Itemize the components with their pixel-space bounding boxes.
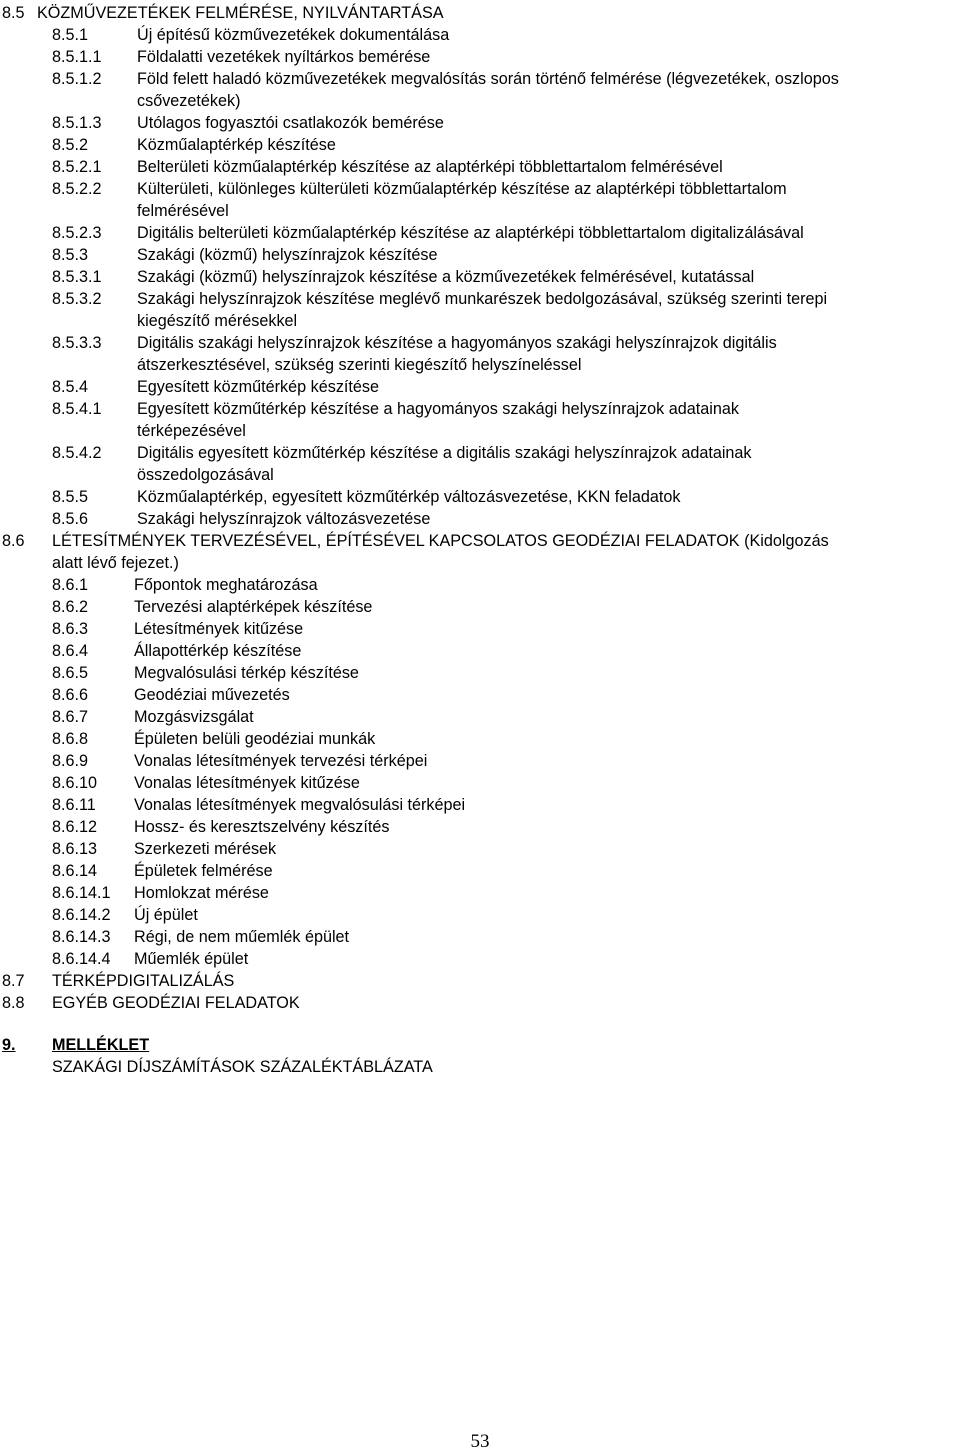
toc-entry-text: Tervezési alaptérképek készítése [134, 598, 373, 616]
toc-entry-text: átszerkesztésével, szükség szerinti kiegészítő helyszíneléssel [137, 356, 582, 374]
toc-entry-text: KÖZMŰVEZETÉKEK FELMÉRÉSE, NYILVÁNTARTÁSA [37, 4, 444, 22]
toc-entry-text: Közműalaptérkép, egyesített közműtérkép változásvezetése, KKN feladatok [137, 488, 681, 506]
toc-entry-text: Épületek felmérése [134, 862, 273, 880]
toc-entry-number: 8.6.7 [52, 708, 89, 726]
toc-entry-text: Mozgásvizsgálat [134, 708, 254, 726]
toc-entry-text: Egyesített közműtérkép készítése a hagyományos szakági helyszínrajzok adatainak [137, 400, 739, 418]
toc-entry-number: 8.6.9 [52, 752, 89, 770]
toc-entry-number: 8.5.3.1 [52, 268, 102, 286]
toc-entry-number: 8.5.2.1 [52, 158, 102, 176]
toc-entry-number: 8.5.2 [52, 136, 89, 154]
toc-entry-text: Főpontok meghatározása [134, 576, 318, 594]
toc-entry-number: 8.5.1.2 [52, 70, 102, 88]
toc-entry-number: 8.6.2 [52, 598, 89, 616]
toc-entry-text: Belterületi közműalaptérkép készítése az alaptérképi többlettartalom felmérésével [137, 158, 723, 176]
toc-entry-text: Új építésű közművezetékek dokumentálása [137, 26, 450, 44]
toc-entry-text: Homlokzat mérése [134, 884, 269, 902]
toc-entry-number: 8.6.1 [52, 576, 89, 594]
appendix-subtitle: SZAKÁGI DÍJSZÁMÍTÁSOK SZÁZALÉKTÁBLÁZATA [52, 1058, 433, 1076]
toc-entry-number: 8.5.4.1 [52, 400, 102, 418]
toc-entry-number: 8.6.14.4 [52, 950, 111, 968]
toc-entry-text: Műemlék épület [134, 950, 249, 968]
toc-entry-number: 8.6.5 [52, 664, 89, 682]
toc-entry-text: alatt lévő fejezet.) [52, 554, 179, 572]
toc-entry-number: 8.6.14.2 [52, 906, 111, 924]
toc-entry-text: Föld felett haladó közművezetékek megvalósítás során történő felmérése (légvezetékek, oszlopos [137, 70, 839, 88]
toc-entry-text: kiegészítő mérésekkel [137, 312, 298, 330]
toc-entry-text: Régi, de nem műemlék épület [134, 928, 350, 946]
toc-entry-number: 8.5.1.3 [52, 114, 102, 132]
toc-entry-number: 8.6.4 [52, 642, 89, 660]
toc-entry-text: Megvalósulási térkép készítése [134, 664, 359, 682]
toc-entry-text: csővezetékek) [137, 92, 241, 110]
toc-entry-number: 8.6.14.3 [52, 928, 111, 946]
toc-entry-text: felmérésével [137, 202, 229, 220]
toc-entry-number: 8.6.12 [52, 818, 98, 836]
toc-entry-text: Külterületi, különleges külterületi közműalaptérkép készítése az alaptérképi többlettartalom [137, 180, 787, 198]
toc-entry-number: 8.5.2.2 [52, 180, 102, 198]
toc-entry-text: Geodéziai művezetés [134, 686, 290, 704]
toc-entry-number: 8.5.5 [52, 488, 89, 506]
toc-entry-number: 8.6.8 [52, 730, 89, 748]
toc-entry-text: Egyesített közműtérkép készítése [137, 378, 380, 396]
toc-entry-number: 8.5.3.2 [52, 290, 102, 308]
toc-entry-number: 8.5.4 [52, 378, 89, 396]
toc-entry-number: 8.6 [2, 532, 25, 550]
toc-entry-number: 8.6.11 [52, 796, 96, 814]
toc-entry-number: 8.8 [2, 994, 25, 1012]
toc-entry-number: 8.6.6 [52, 686, 89, 704]
toc-entry-text: Digitális szakági helyszínrajzok készítése a hagyományos szakági helyszínrajzok digitális [137, 334, 777, 352]
toc-entry-number: 8.5.6 [52, 510, 89, 528]
toc-entry-text: Épületen belüli geodéziai munkák [134, 730, 376, 748]
toc-entry-text: LÉTESÍTMÉNYEK TERVEZÉSÉVEL, ÉPÍTÉSÉVEL KAPCSOLATOS GEODÉZIAI FELADATOK (Kidolgozás [52, 532, 829, 550]
toc-entry-text: összedolgozásával [137, 466, 274, 484]
toc-entry-text: Hossz- és keresztszelvény készítés [134, 818, 390, 836]
toc-entry-text: Szakági helyszínrajzok változásvezetése [137, 510, 431, 528]
toc-entry-text: Szakági (közmű) helyszínrajzok készítése [137, 246, 438, 264]
toc-entry-number: 8.5.3 [52, 246, 89, 264]
toc-entry-number: 8.6.10 [52, 774, 98, 792]
toc-entry-text: Digitális egyesített közműtérkép készítése a digitális szakági helyszínrajzok adatainak [137, 444, 752, 462]
appendix-title: MELLÉKLET [52, 1036, 150, 1054]
toc-entry-text: EGYÉB GEODÉZIAI FELADATOK [52, 994, 300, 1012]
appendix-number: 9. [2, 1036, 16, 1054]
toc-entry-number: 8.5.4.2 [52, 444, 102, 462]
toc-entry-number: 8.5.1.1 [52, 48, 102, 66]
toc-entry-text: Állapottérkép készítése [134, 642, 302, 660]
toc-entry-number: 8.6.14 [52, 862, 98, 880]
toc-entry-text: Új épület [134, 906, 198, 924]
toc-entry-text: Digitális belterületi közműalaptérkép készítése az alaptérképi többlettartalom digitalizálásával [137, 224, 804, 242]
toc-entry-text: Vonalas létesítmények megvalósulási térképei [134, 796, 466, 814]
toc-entry-number: 8.5.3.3 [52, 334, 102, 352]
toc-entry-text: Szakági (közmű) helyszínrajzok készítése a közművezetékek felmérésével, kutatással [137, 268, 755, 286]
toc-entry-number: 8.6.13 [52, 840, 98, 858]
page-number: 53 [470, 1431, 490, 1452]
toc-entry-text: térképezésével [137, 422, 246, 440]
toc-entry-text: Utólagos fogyasztói csatlakozók bemérése [137, 114, 444, 132]
toc-entry-text: Földalatti vezetékek nyíltárkos bemérése [137, 48, 431, 66]
toc-entry-number: 8.7 [2, 972, 25, 990]
toc-entry-text: Szakági helyszínrajzok készítése meglévő munkarészek bedolgozásával, szükség szerinti terepi [137, 290, 828, 308]
toc-entry-number: 8.6.14.1 [52, 884, 111, 902]
toc-entry-number: 8.5.1 [52, 26, 89, 44]
toc-entry-number: 8.5.2.3 [52, 224, 102, 242]
toc-entry-number: 8.6.3 [52, 620, 89, 638]
toc-entry-text: Vonalas létesítmények kitűzése [134, 774, 360, 792]
toc-entry-text: TÉRKÉPDIGITALIZÁLÁS [52, 972, 235, 990]
toc-entry-number: 8.5 [2, 4, 25, 22]
toc-entry-text: Szerkezeti mérések [134, 840, 277, 858]
toc-entry-text: Közműalaptérkép készítése [137, 136, 336, 154]
toc-entry-text: Létesítmények kitűzése [134, 620, 304, 638]
toc-entry-text: Vonalas létesítmények tervezési térképei [134, 752, 428, 770]
